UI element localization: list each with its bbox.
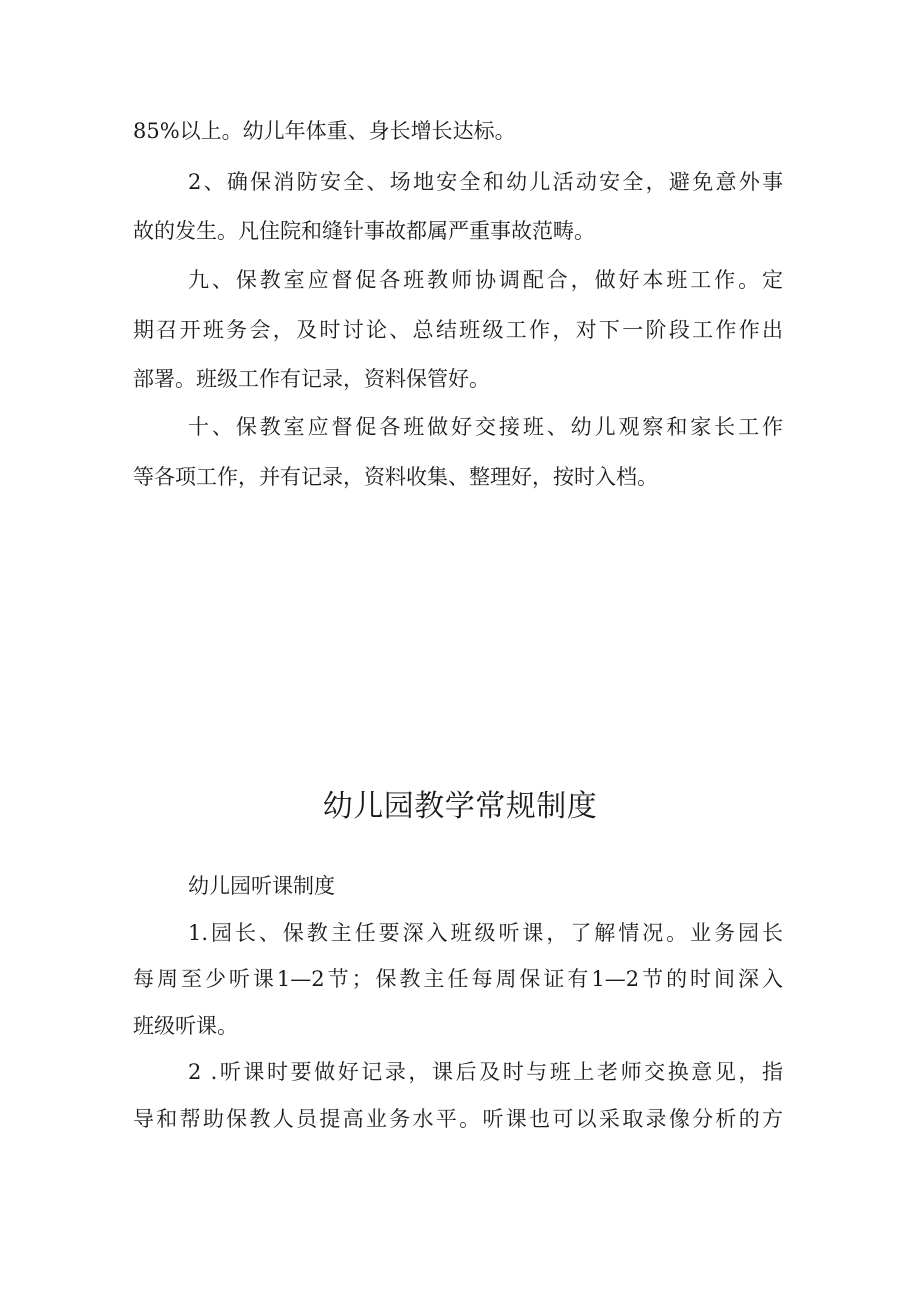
paragraph-line: 期召开班务会，及时讨论、总结班级工作，对下一阶段工作作出 <box>133 318 783 342</box>
paragraph-line: 部署。班级工作有记录，资料保管好。 <box>133 367 490 391</box>
subheading-line: 幼儿园听课制度 <box>188 874 335 898</box>
paragraph-line: 2 .听课时要做好记录，课后及时与班上老师交换意见，指 <box>188 1060 783 1084</box>
paragraph-line: 1.园长、保教主任要深入班级听课，了解情况。业务园长 <box>188 921 783 945</box>
section-title: 幼儿园教学常规制度 <box>322 789 598 824</box>
paragraph-line: 导和帮助保教人员提高业务水平。听课也可以采取录像分析的方 <box>133 1107 783 1131</box>
paragraph-line: 九、保教室应督促各班教师协调配合，做好本班工作。定 <box>188 268 783 292</box>
paragraph-line: 等各项工作，并有记录，资料收集、整理好，按时入档。 <box>133 465 658 489</box>
paragraph-line: 十、保教室应督促各班做好交接班、幼儿观察和家长工作 <box>188 415 783 439</box>
paragraph-line: 85%以上。幼儿年体重、身长增长达标。 <box>133 119 516 143</box>
paragraph-line: 2、确保消防安全、场地安全和幼儿活动安全，避免意外事 <box>188 170 783 194</box>
paragraph-line: 故的发生。凡住院和缝针事故都属严重事故范畴。 <box>133 219 595 243</box>
paragraph-line: 每周至少听课1—2节；保教主任每周保证有1—2节的时间深入 <box>133 967 783 991</box>
paragraph-line: 班级听课。 <box>133 1014 238 1038</box>
